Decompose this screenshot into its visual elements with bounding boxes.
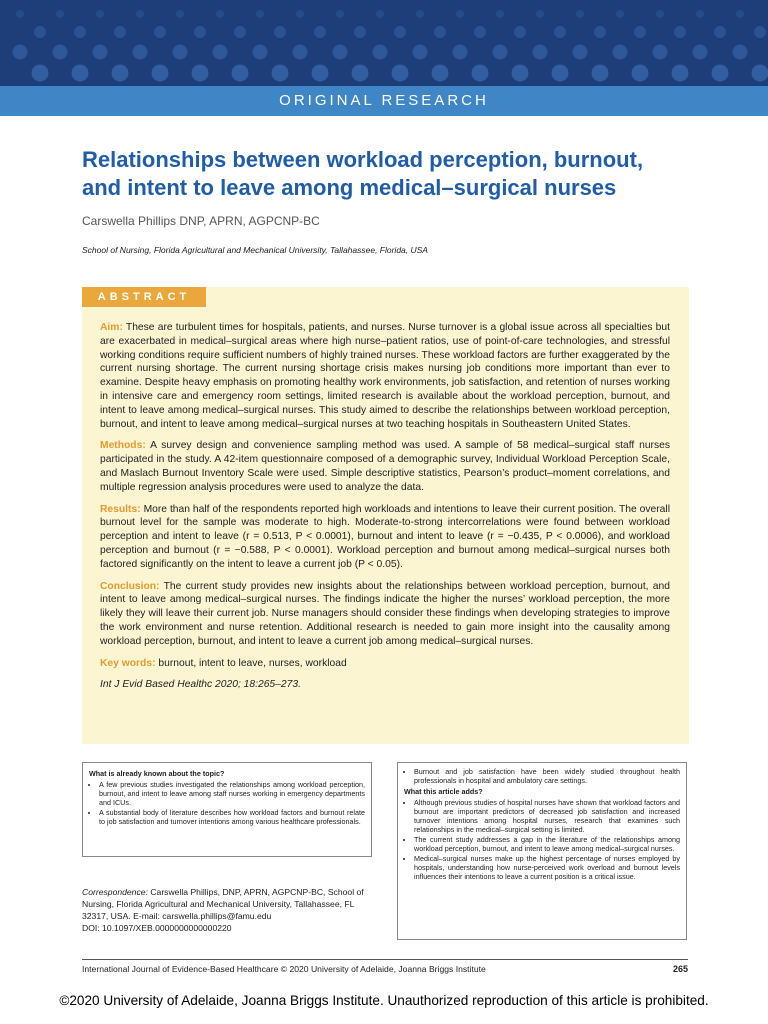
doi: DOI: 10.1097/XEB.0000000000000220: [82, 923, 232, 933]
header-banner: [0, 0, 768, 116]
decorative-dot-pattern: [0, 0, 768, 86]
results-label: Results:: [100, 503, 141, 515]
journal-name: International Journal of Evidence-Based Healthcare © 2020 University of Adelaide, Joanna Briggs Institute: [82, 964, 486, 974]
adds-list: [404, 798, 680, 881]
abstract-conclusion: [100, 580, 670, 649]
conclusion-text: The current study provides new insights about the relationships between workload perception, burnout, and intent to leave among medical–surgical nurses. The findings indicate the higher the nurses’ workload perception, the more likely they will leave their current job. Nurse managers should consider these findings when developing strategies to improve the work environment and nurse retention. Additional research is needed to gain more insight into the causality among workload perception, burnout, and intent to leave a current job among medical–surgical nurses.: [100, 580, 670, 647]
results-text: More than half of the respondents reported high workloads and intentions to leave their current position. The overall burnout level for the sample was moderate to high. Moderate-to-strong intercorrelations were found between workload perception and intent to leave (r = 0.513, P < 0.0001), burnout and intent to leave (r = −0.435, P < 0.0006), and workload perception and burnout (r = −0.588, P < 0.0001). Workload perception and burnout among medical–surgical nurses both factored significantly on the intent to leave a current job (P < 0.05).: [100, 503, 670, 570]
correspondence-text: [82, 886, 380, 922]
adds-heading: What this article adds?: [404, 787, 483, 796]
adds-box: [397, 762, 687, 940]
abstract-body: [100, 321, 670, 700]
list-item: • The current study addresses a gap in the literature of the relationships among workload perception, burnout, and intent to leave among medical–surgical nurses.: [414, 835, 680, 853]
known-list: [89, 780, 365, 826]
adds-intro-list: [404, 767, 680, 785]
footer-rule: [82, 959, 688, 960]
footer: [82, 964, 688, 974]
correspondence-label: Correspondence:: [82, 887, 148, 897]
abstract-aim: [100, 321, 670, 431]
section-label: ORIGINAL RESEARCH: [0, 86, 768, 116]
list-item: • Although previous studies of hospital nurses have shown that workload factors and burnout are important predictors of decreased job satisfaction and increased turnover intentions among hospital nurses, research that examines such relationships in the medical–surgical setting is limited.: [414, 798, 680, 834]
author-line: Carswella Phillips DNP, APRN, AGPCNP-BC: [82, 214, 320, 228]
abstract-keywords: [100, 657, 670, 671]
affiliation: School of Nursing, Florida Agricultural and Mechanical University, Tallahassee, Florida, USA: [82, 245, 428, 255]
abstract-label: ABSTRACT: [82, 287, 206, 307]
list-item: • A substantial body of literature describes how workload factors and burnout relate to job satisfaction and turnover intentions among various healthcare professionals.: [99, 808, 365, 826]
known-heading: What is already known about the topic?: [89, 769, 225, 778]
article-title: Relationships between workload perception, burnout, and intent to leave among medical–surgical nurses: [82, 147, 644, 200]
conclusion-label: Conclusion:: [100, 580, 160, 592]
known-box: [82, 762, 372, 857]
list-item: • A few previous studies investigated the relationships among workload perception, burnout, and intent to leave among staff nurses working in emergency departments and ICUs.: [99, 780, 365, 807]
methods-label: Methods:: [100, 440, 146, 452]
citation: Int J Evid Based Healthc 2020; 18:265–273.: [100, 679, 301, 691]
keywords-text: burnout, intent to leave, nurses, workload: [158, 657, 347, 669]
list-item: • Burnout and job satisfaction have been widely studied throughout health professionals in hospital and ambulatory care settings.: [414, 767, 680, 785]
copyright-notice: ©2020 University of Adelaide, Joanna Briggs Institute. Unauthorized reproduction of this article is prohibited.: [59, 993, 709, 1008]
page-number: 265: [672, 964, 688, 974]
methods-text: A survey design and convenience sampling method was used. A sample of 58 medical–surgical staff nurses participated in the study. A 42-item questionnaire composed of a demographic survey, Individual Workload Perception Scale, and Maslach Burnout Inventory Scale were used. Simple descriptive statistics, Pearson’s product–moment correlations, and multiple regression analysis procedures were used to analyze the data.: [100, 440, 671, 493]
abstract-results: [100, 503, 670, 572]
correspondence-body: Carswella Phillips, DNP, APRN, AGPCNP-BC, School of Nursing, Florida Agricultural and Mechanical University, Tallahassee, FL 32317, USA. E-mail: carswella.phillips@famu.edu: [82, 887, 364, 921]
list-item: • Medical–surgical nurses make up the highest percentage of nurses employed by hospitals, understanding how nurse-perceived work overload and burnout levels influences their intentions to leave a current position is a critical issue.: [414, 854, 680, 881]
abstract-methods: [100, 439, 670, 494]
aim-text: These are turbulent times for hospitals, patients, and nurses. Nurse turnover is a global issue across all specialties but are exacerbated in medical–surgical areas where high nurse–patient ratios, use of point-of-care technologies, and stressful working conditions require sufficient numbers of highly trained nurses. These workload factors are further exaggerated by the current nursing shortage. The current nursing shortage crisis makes nursing job conditions more important than ever to examine. Despite heavy emphasis on promoting healthy work environments, job satisfaction, and retention of nurses working in intensive care and emergency room settings, limited research is available about the workload perception, burnout, and intent to leave among medical–surgical nurses. This study aimed to describe the relationships between workload perception, burnout, and intent to leave among medical–surgical nurses at two teaching hospitals in Southeastern United States.: [100, 322, 670, 430]
keywords-label: Key words:: [100, 657, 156, 669]
correspondence: [82, 886, 380, 934]
aim-label: Aim:: [100, 322, 123, 333]
